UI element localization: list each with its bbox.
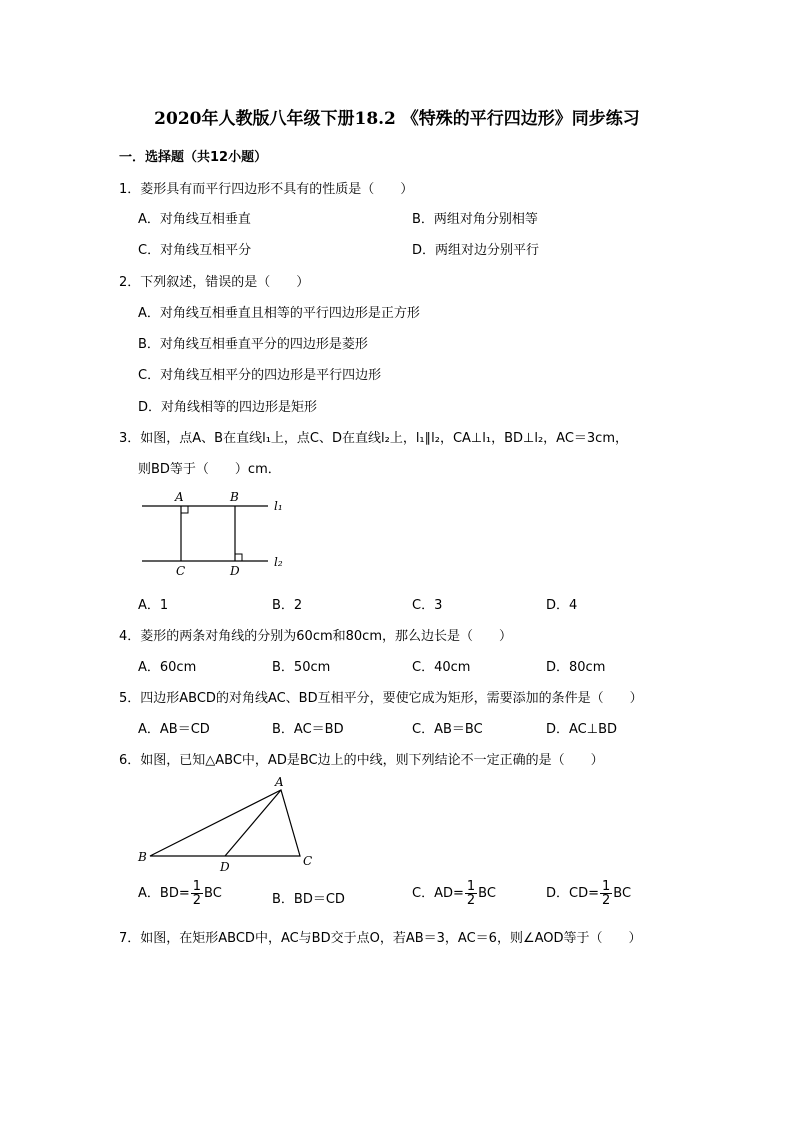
label-c: C xyxy=(176,564,186,578)
q4-option-d[interactable]: D．80cm xyxy=(546,660,606,675)
right-angle-mark-d xyxy=(235,554,242,561)
q3-option-d[interactable]: D．4 xyxy=(546,598,578,613)
q4-option-b[interactable]: B．50cm xyxy=(272,660,331,675)
label-l2: l₂ xyxy=(274,555,283,569)
formula-lhs: BD= xyxy=(159,886,190,901)
q1-option-d[interactable]: D．两组对边分别平行 xyxy=(412,243,540,258)
label-a: A xyxy=(175,490,184,504)
label-b: B xyxy=(138,850,147,864)
q5-option-b[interactable]: B．AC＝BD xyxy=(272,722,344,737)
formula-rhs: BC xyxy=(613,886,632,901)
q1-option-b[interactable]: B．两组对角分别相等 xyxy=(412,212,538,227)
label-l1: l₁ xyxy=(274,499,283,513)
q2-option-b[interactable]: B．对角线互相垂直平分的四边形是菱形 xyxy=(138,337,368,352)
formula-rhs: BC xyxy=(478,886,496,901)
q3-option-c[interactable]: C．3 xyxy=(412,598,443,613)
section-heading: 一．选择题（共12小题） xyxy=(119,150,268,165)
fraction-numerator: 1 xyxy=(466,879,476,894)
q2-option-c[interactable]: C．对角线互相平分的四边形是平行四边形 xyxy=(138,368,382,383)
q6-option-a[interactable] xyxy=(138,880,222,907)
question-4-stem: 4．菱形的两条对角线的分别为60cm和80cm，那么边长是（ ） xyxy=(119,629,512,644)
q3-figure xyxy=(138,486,298,578)
label-c: C xyxy=(303,854,313,868)
q6-option-c[interactable] xyxy=(412,880,496,907)
fraction xyxy=(465,880,477,907)
q6-option-b[interactable]: B．BD＝CD xyxy=(272,892,345,907)
fraction-denominator: 2 xyxy=(466,893,476,908)
q3-option-b[interactable]: B．2 xyxy=(272,598,303,613)
question-6-stem: 6．如图，已知△ABC中，AD是BC边上的中线，则下列结论不一定正确的是（ ） xyxy=(119,753,604,768)
fraction-denominator: 2 xyxy=(192,893,202,908)
formula-lhs: CD= xyxy=(569,886,599,901)
formula-rhs: BC xyxy=(204,886,222,901)
fraction xyxy=(191,880,203,907)
page-title: 2020年人教版八年级下册18.2 《特殊的平行四边形》同步练习 xyxy=(154,109,640,129)
fraction xyxy=(600,880,612,907)
q5-option-a[interactable]: A．AB＝CD xyxy=(138,722,210,737)
q5-option-c[interactable]: C．AB＝BC xyxy=(412,722,483,737)
fraction-numerator: 1 xyxy=(192,879,202,894)
question-1-stem: 1．菱形具有而平行四边形不具有的性质是（ ） xyxy=(119,182,414,197)
question-5-stem: 5．四边形ABCD的对角线AC、BD互相平分，要使它成为矩形，需要添加的条件是（ ） xyxy=(119,691,643,706)
q6-triangle-figure xyxy=(136,772,326,876)
q4-option-c[interactable]: C．40cm xyxy=(412,660,471,675)
question-7-stem: 7．如图，在矩形ABCD中，AC与BD交于点O，若AB＝3，AC＝6，则∠AOD等于（ ） xyxy=(119,931,642,946)
option-letter: C． xyxy=(412,886,435,901)
right-angle-mark-a xyxy=(181,506,188,513)
question-2-stem: 2．下列叙述，错误的是（ ） xyxy=(119,275,310,290)
label-a: A xyxy=(275,775,284,789)
q1-option-a[interactable]: A．对角线互相垂直 xyxy=(138,212,251,227)
q1-option-c[interactable]: C．对角线互相平分 xyxy=(138,243,252,258)
q2-option-a[interactable]: A．对角线互相垂直且相等的平行四边形是正方形 xyxy=(138,306,420,321)
label-d: D xyxy=(220,860,230,874)
q4-option-a[interactable]: A．60cm xyxy=(138,660,197,675)
option-letter: D． xyxy=(546,886,570,901)
median-ad xyxy=(225,790,281,856)
q2-option-d[interactable]: D．对角线相等的四边形是矩形 xyxy=(138,400,318,415)
question-3-stem-line2: 则BD等于（ ）cm． xyxy=(138,462,281,477)
q3-option-a[interactable]: A．1 xyxy=(138,598,169,613)
question-3-stem: 3．如图，点A、B在直线l₁上，点C、D在直线l₂上，l₁∥l₂，CA⊥l₁，BD⊥l₂，AC＝3cm， xyxy=(119,431,628,446)
label-d: D xyxy=(230,564,240,578)
q5-option-d[interactable]: D．AC⊥BD xyxy=(546,722,618,737)
option-letter: A． xyxy=(138,886,160,901)
fraction-denominator: 2 xyxy=(602,893,611,908)
formula-lhs: AD= xyxy=(434,886,464,901)
triangle-abc xyxy=(150,790,300,856)
fraction-numerator: 1 xyxy=(602,879,611,894)
label-b: B xyxy=(230,490,239,504)
q6-option-d[interactable] xyxy=(546,880,631,907)
